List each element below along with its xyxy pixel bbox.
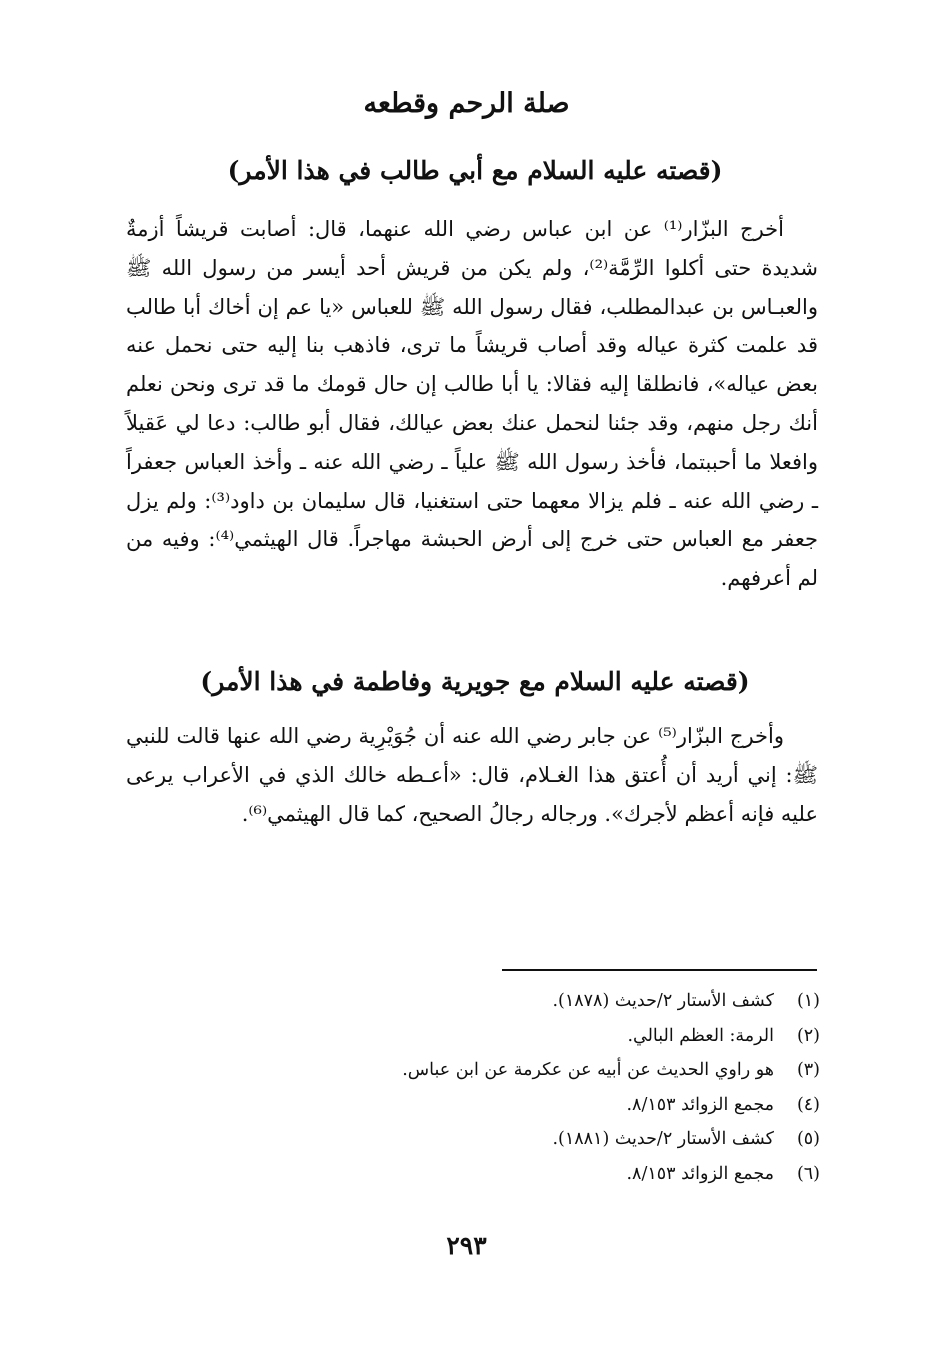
paragraph-abu-talib bbox=[126, 210, 818, 598]
page-number: ٢٩٣ bbox=[446, 1231, 487, 1260]
footnote bbox=[200, 1157, 820, 1192]
section-heading-abu-talib: (قصته عليه السلام مع أبي طالب في هذا الأمر) bbox=[227, 156, 723, 185]
footnote bbox=[200, 1019, 820, 1054]
footnote-number: (٥) bbox=[796, 1129, 820, 1150]
paragraph-juwayriya bbox=[126, 717, 818, 833]
section-heading-juwayriya: (قصته عليه السلام مع جويرية وفاطمة في هذا الأمر) bbox=[200, 667, 750, 696]
paragraph-text: وأخرج البزّار⁽⁵⁾ عن جابر رضي الله عنه أن جُوَيْرِية رضي الله عنها قالت للنبي ﷺ: إني أريد أن أُعتق هذا الغـلام، قال: «أعـطه خالك الذي في الأعراب يرعى عليه فإنه أعظم لأجرك». ورجاله رجالُ الصحيح، كما قال الهيثمي⁽⁶⁾. bbox=[126, 724, 818, 826]
footnote-text: الرمة: العظم البالي. bbox=[627, 1025, 774, 1046]
running-title: صلة الرحم وقطعه bbox=[363, 88, 570, 119]
footnote-separator bbox=[502, 969, 817, 971]
footnote-number: (٢) bbox=[796, 1025, 820, 1046]
footnotes bbox=[200, 984, 820, 1192]
footnote-number: (٣) bbox=[796, 1060, 820, 1081]
footnote-number: (٦) bbox=[796, 1163, 820, 1184]
footnote-text: هو راوي الحديث عن أبيه عن عكرمة عن ابن عباس. bbox=[402, 1060, 774, 1081]
footnote-number: (١) bbox=[796, 991, 820, 1011]
footnote bbox=[200, 1122, 820, 1157]
paragraph-text: أخرج البزّار⁽¹⁾ عن ابن عباس رضي الله عنهما، قال: أصابت قريشاً أزمةٌ شديدة حتى أكلوا الرِّمَّة⁽²⁾، ولم يكن من قريش أحد أيسر من رسول الله ﷺ والعبـاس بن عبدالمطلب، فقال رسول الله ﷺ للعباس «يا عم إن أخاك أبا طالب قد علمت كثرة عياله وقد أصاب قريشاً ما ترى، فاذهب بنا إليه حتى نحمل عنه بعض عياله»، فانطلقا إليه فقالا: يا أبا طالب إن حال قومك ما قد ترى ونحن نعلم أنك رجل منهم، وقد جئنا لنحمل عنك بعض عيالك، فقال أبو طالب: دعا لي عَقيلاً وافعلا ما أحببتما، فأخذ رسول الله ﷺ علياً ـ رضي الله عنه ـ وأخذ العباس جعفراً ـ رضي الله عنه ـ فلم يزالا معهما حتى استغنيا، قال سليمان بن داود⁽³⁾: ولم يزل جعفر مع العباس حتى خرج إلى أرض الحبشة مهاجراً. قال الهيثمي⁽⁴⁾: وفيه من لم أعرفهم. bbox=[126, 217, 818, 591]
footnote-text: مجمع الزوائد ٨/١٥٣. bbox=[626, 1094, 774, 1115]
footnote-text: مجمع الزوائد ٨/١٥٣. bbox=[626, 1163, 774, 1184]
footnote bbox=[200, 1088, 820, 1123]
footnote-text: كشف الأستار ٢/حديث (١٨٨١). bbox=[552, 1129, 774, 1150]
footnote bbox=[200, 984, 820, 1019]
footnote-text: كشف الأستار ٢/حديث (١٨٧٨). bbox=[552, 991, 774, 1011]
footnote-number: (٤) bbox=[796, 1094, 820, 1115]
footnote bbox=[200, 1053, 820, 1088]
